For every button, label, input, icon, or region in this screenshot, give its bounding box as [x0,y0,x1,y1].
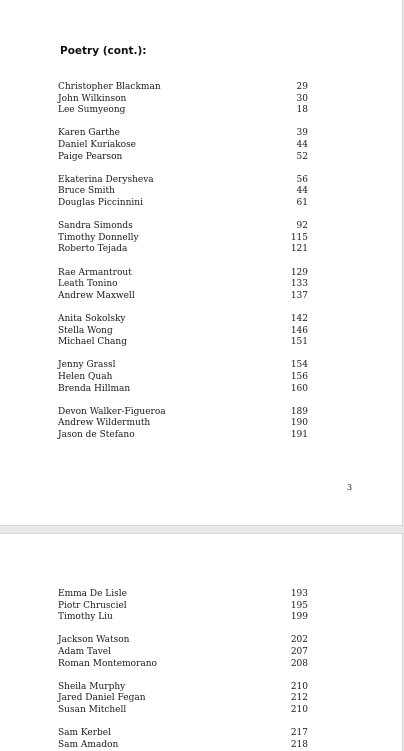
page-reference: 207 [290,647,308,657]
page-reference: 56 [296,174,308,185]
contents-entry [58,371,308,383]
author-name: Paige Pearson [58,151,123,162]
contents-entry [58,151,308,163]
author-name: Roman Montemorano [58,658,157,669]
page-reference: 142 [290,314,308,324]
page-reference: 44 [296,140,308,150]
contents-entry [58,243,308,255]
page-reference: 199 [290,612,308,623]
author-name: Lee Sumyeong [58,105,126,116]
contents-entry [58,104,308,116]
page-reference: 146 [290,325,308,336]
contents-entry [58,383,308,395]
contents-entry [58,139,308,151]
author-name: Jenny Grassl [58,360,116,371]
contents-entry [58,646,308,658]
contents-entry [58,81,308,93]
page-reference: 193 [290,589,308,599]
page-reference: 218 [290,739,308,750]
page-reference: 156 [290,372,308,382]
page-reference: 52 [296,151,308,162]
page-reference: 61 [296,198,308,208]
author-name: Jackson Watson [58,635,130,646]
contents-entry [58,220,308,232]
author-name: Bruce Smith [58,186,115,197]
author-name: Helen Quah [58,372,113,382]
contents-entry [58,634,308,646]
author-name: Sam Kerbel [58,728,112,739]
contents-entry [58,290,308,302]
page-reference: 217 [290,728,308,739]
author-name: Christopher Blackman [58,82,161,92]
author-name: Timothy Donnelly [58,232,139,243]
contents-entry [58,692,308,704]
author-name: John Wilkinson [58,93,127,104]
author-name: Anita Sokolsky [58,314,126,324]
contents-entry [58,325,308,337]
page-reference: 210 [290,705,308,715]
page-reference: 44 [296,186,308,197]
contents-entry [58,336,308,348]
contents-entry [58,588,308,600]
author-name: Timothy Liu [58,612,113,623]
author-name: Karen Garthe [58,128,120,139]
page-reference: 195 [290,600,308,611]
contents-entry [58,197,308,209]
contents-entry [58,232,308,244]
contents-entry [58,658,308,670]
page-reference: 129 [290,267,308,278]
author-name: Adam Tavel [58,647,111,657]
author-name: Emma De Lisle [58,589,127,599]
page-reference: 121 [290,244,308,255]
author-name: Jared Daniel Fegan [58,693,146,704]
page-reference: 189 [290,406,308,417]
page-reference: 190 [290,418,308,429]
author-name: Rae Armantrout [58,267,132,278]
author-name: Douglas Piccinnini [58,198,143,208]
page-reference: 115 [290,232,308,243]
contents-entry [58,174,308,186]
contents-entry [58,278,308,290]
contents-entry [58,704,308,716]
page-reference: 191 [290,430,308,440]
author-name: Andrew Maxwell [58,290,135,301]
page-reference: 133 [290,279,308,290]
page-reference: 160 [290,383,308,394]
author-name: Michael Chang [58,337,127,348]
author-name: Sheila Murphy [58,681,126,692]
page-reference: 202 [290,635,308,646]
contents-entry [58,127,308,139]
contents-entry [58,739,308,751]
contents-entry [58,417,308,429]
author-name: Brenda Hillman [58,383,131,394]
contents-entry [58,406,308,418]
contents-entry [58,267,308,279]
author-name: Piotr Chrusciel [58,600,127,611]
page-reference: 18 [296,105,308,116]
author-name: Ekaterina Derysheva [58,174,154,185]
author-name: Sandra Simonds [58,221,133,232]
author-name: Susan Mitchell [58,705,127,715]
contents-entry [58,429,308,441]
contents-entry [58,313,308,325]
page-reference: 39 [296,128,308,139]
page-reference: 208 [290,658,308,669]
author-name: Sam Amadon [58,739,119,750]
page-reference: 29 [296,82,308,92]
author-name: Andrew Wildermuth [58,418,151,429]
section-heading: Poetry (cont.): [60,45,147,57]
author-name: Devon Walker-Figueroa [58,406,166,417]
page-reference: 151 [290,337,308,348]
contents-entry [58,681,308,693]
page-reference: 212 [290,693,308,704]
author-name: Daniel Kuriakose [58,140,137,150]
contents-entry [58,185,308,197]
page-reference: 210 [290,681,308,692]
page-reference: 92 [296,221,308,232]
page-reference: 30 [296,93,308,104]
contents-entry [58,93,308,105]
author-name: Leath Tonino [58,279,118,290]
contents-entry [58,600,308,612]
page-number: 3 [347,483,353,492]
author-name: Roberto Tejada [58,244,128,255]
author-name: Jason de Stefano [58,430,135,440]
contents-entry [58,727,308,739]
page-reference: 154 [290,360,308,371]
page-reference: 137 [290,290,308,301]
document-page-4 [0,533,403,751]
contents-entry [58,359,308,371]
author-name: Stella Wong [58,325,113,336]
contents-entry [58,611,308,623]
